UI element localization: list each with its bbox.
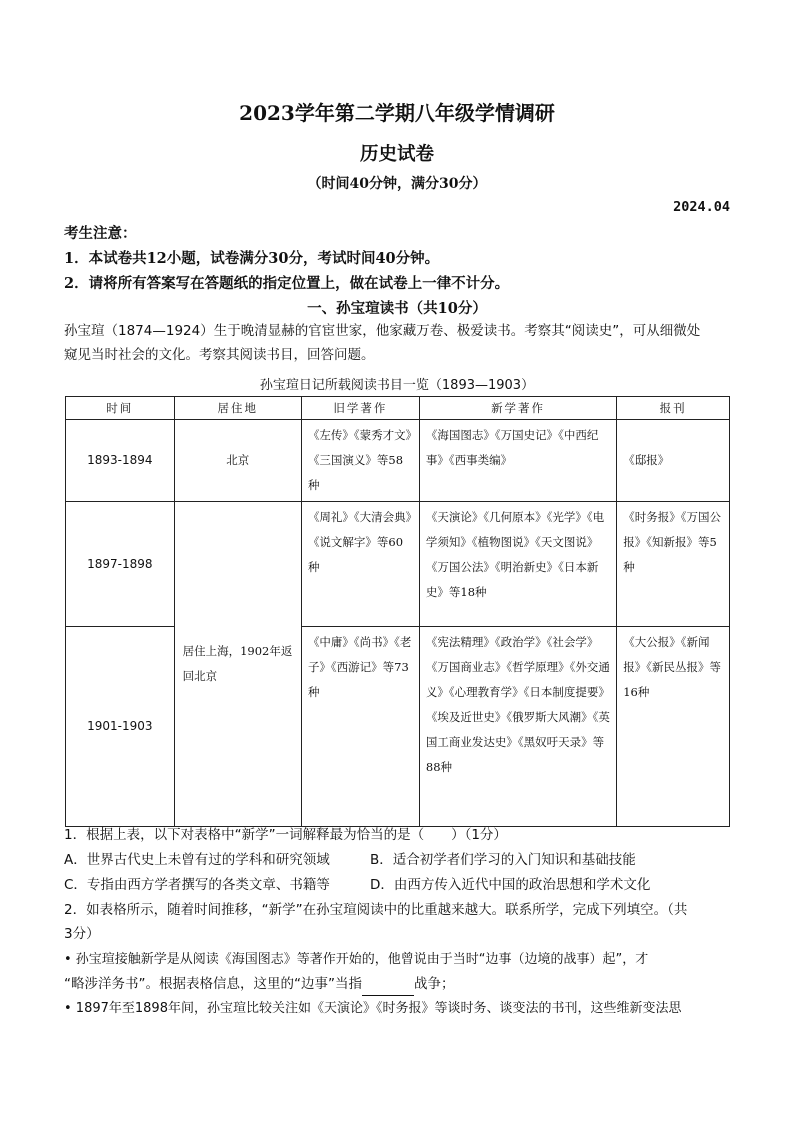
answer-blank[interactable] — [362, 981, 414, 996]
residence-cell: 居住上海，1902年返回北京 — [174, 502, 301, 827]
bullet-1-text: “略涉洋务书”。根据表格信息，这里的“边事”当指 — [64, 976, 362, 992]
new-learning-cell: 《天演论》《几何原本》《光学》《电学须知》《植物图说》《天文图说》《万国公法》《明治新史》《日本新史》等18种 — [419, 502, 616, 627]
section-intro: 窥见当时社会的文化。考察其阅读书目，回答问题。 — [64, 347, 375, 363]
column-header: 报刊 — [617, 397, 730, 420]
press-cell: 《大公报》《新闻报》《新民丛报》等16种 — [617, 627, 730, 827]
table-header-row — [66, 397, 730, 420]
option-d: D．由西方传入近代中国的政治思想和学术文化 — [370, 877, 651, 893]
exam-date: 2024.04 — [673, 199, 730, 215]
period-cell: 1893-1894 — [66, 420, 175, 502]
question-1-stem: 1．根据上表，以下对表格中“新学”一词解释最为恰当的是（ ）（1分） — [64, 827, 507, 843]
notice-item: 1．本试卷共12小题，试卷满分30分，考试时间40分钟。 — [64, 250, 440, 267]
section-intro: 孙宝瑄（1874—1924）生于晚清显赫的官宦世家，他家藏万卷、极爱读书。考察其“阅读史”，可从细微处 — [64, 323, 701, 339]
new-learning-cell: 《宪法精理》《政治学》《社会学》《万国商业志》《哲学原理》《外交通义》《心理教育学》《日本制度提要》《埃及近世史》《俄罗斯大风潮》《英国工商业发达史》《黑奴吁天录》等88种 — [419, 627, 616, 827]
question-2-bullet-1-cont — [64, 972, 454, 996]
question-2-bullet-1: • 孙宝瑄接触新学是从阅读《海国图志》等著作开始的，他曾说由于当时“边事（边境的战事）起”，才 — [64, 952, 649, 967]
period-cell: 1897-1898 — [66, 502, 175, 627]
reading-list-table — [65, 396, 730, 827]
notice-heading: 考生注意： — [64, 225, 137, 242]
table-row — [66, 502, 730, 627]
exam-title: 2023学年第二学期八年级学情调研 — [239, 101, 555, 125]
option-c: C．专指由西方学者撰写的各类文章、书籍等 — [64, 877, 330, 893]
old-learning-cell: 《周礼》《大清会典》《说文解字》等60种 — [301, 502, 419, 627]
subject-title: 历史试卷 — [359, 144, 434, 165]
table-caption: 孙宝瑄日记所载阅读书目一览（1893—1903） — [259, 378, 535, 393]
section-title: 一、孙宝瑄读书（共10分） — [307, 300, 487, 317]
press-cell: 《时务报》《万国公报》《知新报》等5种 — [617, 502, 730, 627]
column-header: 时间 — [66, 397, 175, 420]
notice-item: 2．请将所有答案写在答题纸的指定位置上，做在试卷上一律不计分。 — [64, 275, 510, 292]
question-2-stem: 2．如表格所示，随着时间推移，“新学”在孙宝瑄阅读中的比重越来越大。联系所学，完成下列填空。（共 — [64, 902, 688, 918]
press-cell: 《邸报》 — [617, 420, 730, 502]
option-a: A．世界古代史上未曾有过的学科和研究领域 — [64, 852, 330, 868]
table-row — [66, 420, 730, 502]
residence-cell: 北京 — [174, 420, 301, 502]
table-row — [66, 627, 730, 827]
option-b: B．适合初学者们学习的入门知识和基础技能 — [370, 852, 636, 868]
period-cell: 1901-1903 — [66, 627, 175, 827]
new-learning-cell: 《海国图志》《万国史记》《中西纪事》《西事类编》 — [419, 420, 616, 502]
old-learning-cell: 《中庸》《尚书》《老子》《西游记》等73种 — [301, 627, 419, 827]
bullet-1-suffix: 战争； — [413, 976, 455, 992]
old-learning-cell: 《左传》《蒙秀才文》《三国演义》等58种 — [301, 420, 419, 502]
question-2-stem-cont: 3分） — [64, 926, 100, 942]
column-header: 旧学著作 — [301, 397, 419, 420]
column-header: 新学著作 — [419, 397, 616, 420]
column-header: 居住地 — [174, 397, 301, 420]
question-2-bullet-2: • 1897年至1898年间，孙宝瑄比较关注如《天演论》《时务报》等谈时务、谈变法的书刊，这些维新变法思 — [64, 1001, 682, 1016]
time-info: （时间40分钟，满分30分） — [307, 176, 487, 192]
